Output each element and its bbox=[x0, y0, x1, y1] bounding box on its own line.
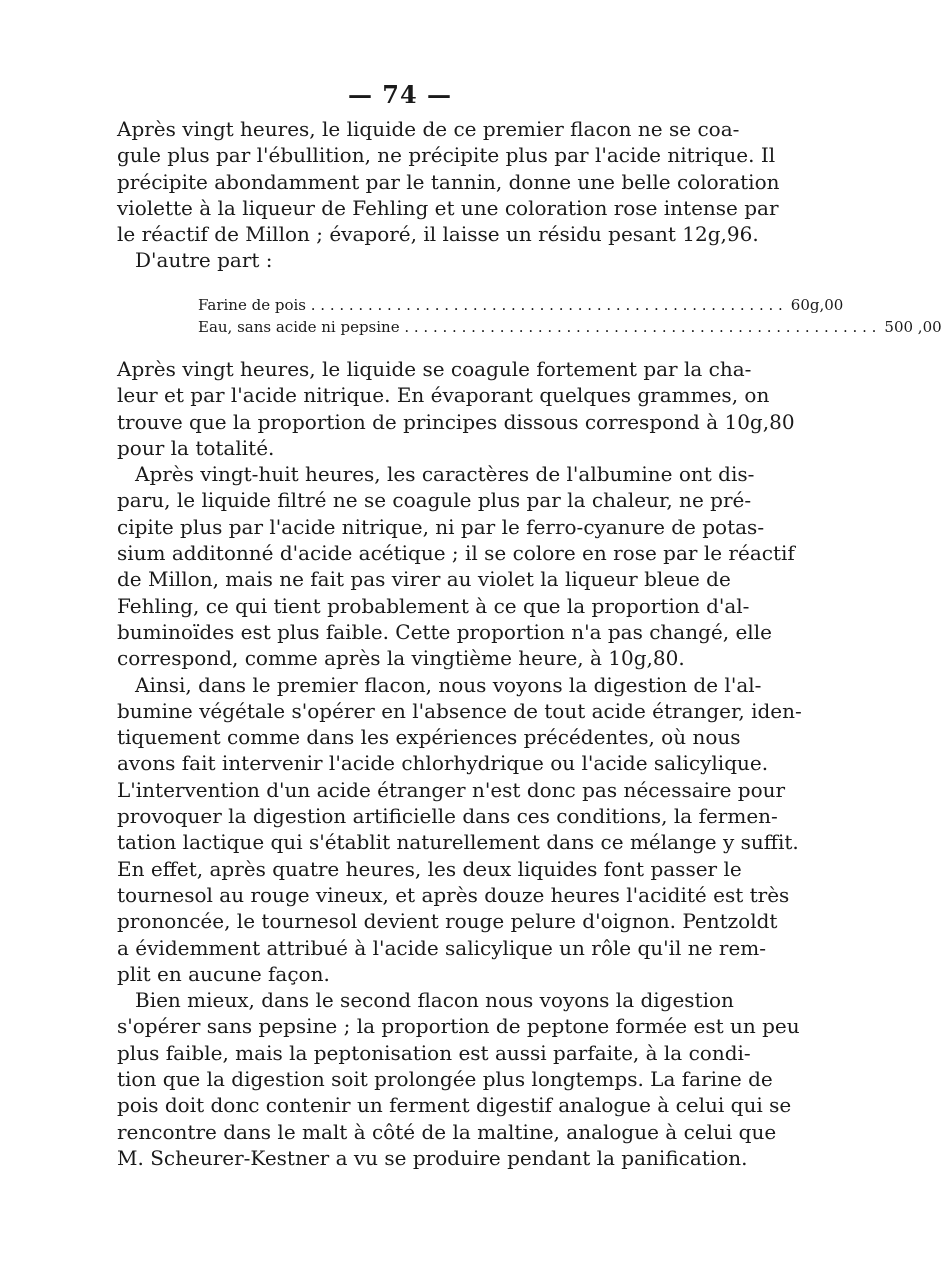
text-line: sium additonné d'acide acétique ; il se colore en rose par le réactif bbox=[117, 541, 795, 566]
paragraph-intro bbox=[117, 116, 780, 274]
text-line: Fehling, ce qui tient probablement à ce que la proportion d'al- bbox=[117, 593, 750, 618]
body-text bbox=[117, 356, 802, 1171]
text-line: s'opérer sans pepsine ; la proportion de peptone formée est un peu bbox=[117, 1014, 800, 1039]
text-line: prononcée, le tournesol devient rouge pelure d'oignon. Pentzoldt bbox=[117, 909, 778, 934]
text-line: Après vingt-huit heures, les caractères de l'albumine ont dis- bbox=[135, 462, 755, 487]
text-line: précipite abondamment par le tannin, donne une belle coloration bbox=[117, 169, 780, 194]
table-row bbox=[198, 294, 844, 316]
text-line: provoquer la digestion artificielle dans ces conditions, la fermen- bbox=[117, 804, 778, 829]
table-row bbox=[198, 316, 942, 338]
row-value: 500 ,00 bbox=[884, 318, 942, 336]
text-line: gule plus par l'ébullition, ne précipite plus par l'acide nitrique. Il bbox=[117, 143, 776, 168]
ingredients-table bbox=[198, 294, 942, 338]
text-line: L'intervention d'un acide étranger n'est donc pas nécessaire pour bbox=[117, 777, 786, 802]
row-label: Eau, sans acide ni pepsine . . . bbox=[198, 316, 876, 338]
text-line: pois doit donc contenir un ferment digestif analogue à celui qui se bbox=[117, 1093, 792, 1118]
text-line: a évidemment attribué à l'acide salicylique un rôle qu'il ne rem- bbox=[117, 935, 767, 960]
text-line: cipite plus par l'acide nitrique, ni par le ferro-cyanure de potas- bbox=[117, 514, 765, 539]
text-line: D'autre part : bbox=[135, 248, 273, 273]
text-line: le réactif de Millon ; évaporé, il laisse un résidu pesant 12g,96. bbox=[117, 222, 759, 247]
text-line: Ainsi, dans le premier flacon, nous voyons la digestion de l'al- bbox=[135, 672, 762, 697]
text-line: bumine végétale s'opérer en l'absence de tout acide étranger, iden- bbox=[117, 698, 802, 723]
text-line: violette à la liqueur de Fehling et une coloration rose intense par bbox=[117, 195, 779, 220]
text-line: tion que la digestion soit prolongée plus longtemps. La farine de bbox=[117, 1067, 773, 1092]
text-line: Après vingt heures, le liquide se coagule fortement par la cha- bbox=[117, 357, 752, 381]
text-line: buminoïdes est plus faible. Cette proportion n'a pas changé, elle bbox=[117, 619, 772, 644]
row-value: 60g,00 bbox=[790, 296, 844, 314]
text-line: plit en aucune façon. bbox=[117, 961, 330, 986]
text-line: correspond, comme après la vingtième heure, à 10g,80. bbox=[117, 646, 685, 671]
text-line: rencontre dans le malt à côté de la maltine, analogue à celui que bbox=[117, 1119, 777, 1144]
page-number: — 74 — bbox=[347, 80, 453, 109]
text-line: paru, le liquide filtré ne se coagule plus par la chaleur, ne pré- bbox=[117, 488, 752, 513]
text-line: plus faible, mais la peptonisation est aussi parfaite, à la condi- bbox=[117, 1040, 751, 1065]
text-line: avons fait intervenir l'acide chlorhydrique ou l'acide salicylique. bbox=[117, 751, 769, 776]
text-line: tation lactique qui s'établit naturellement dans ce mélange y suffit. bbox=[117, 830, 799, 855]
text-line: leur et par l'acide nitrique. En évaporant quelques grammes, on bbox=[117, 383, 770, 408]
text-line: trouve que la proportion de principes dissous correspond à 10g,80 bbox=[117, 409, 795, 434]
text-line: de Millon, mais ne fait pas virer au violet la liqueur bleue de bbox=[117, 567, 731, 592]
text-line: pour la totalité. bbox=[117, 435, 275, 460]
text-line: Bien mieux, dans le second flacon nous voyons la digestion bbox=[135, 988, 734, 1013]
text-line: M. Scheurer-Kestner a vu se produire pendant la panification. bbox=[117, 1145, 748, 1170]
text-line: Après vingt heures, le liquide de ce premier flacon ne se coa- bbox=[117, 117, 740, 141]
text-line: tiquement comme dans les expériences précédentes, où nous bbox=[117, 725, 741, 750]
text-line: tournesol au rouge vineux, et après douze heures l'acidité est très bbox=[117, 882, 790, 907]
text-line: En effet, après quatre heures, les deux liquides font passer le bbox=[117, 856, 742, 881]
row-label: Farine de pois . . . bbox=[198, 294, 783, 316]
